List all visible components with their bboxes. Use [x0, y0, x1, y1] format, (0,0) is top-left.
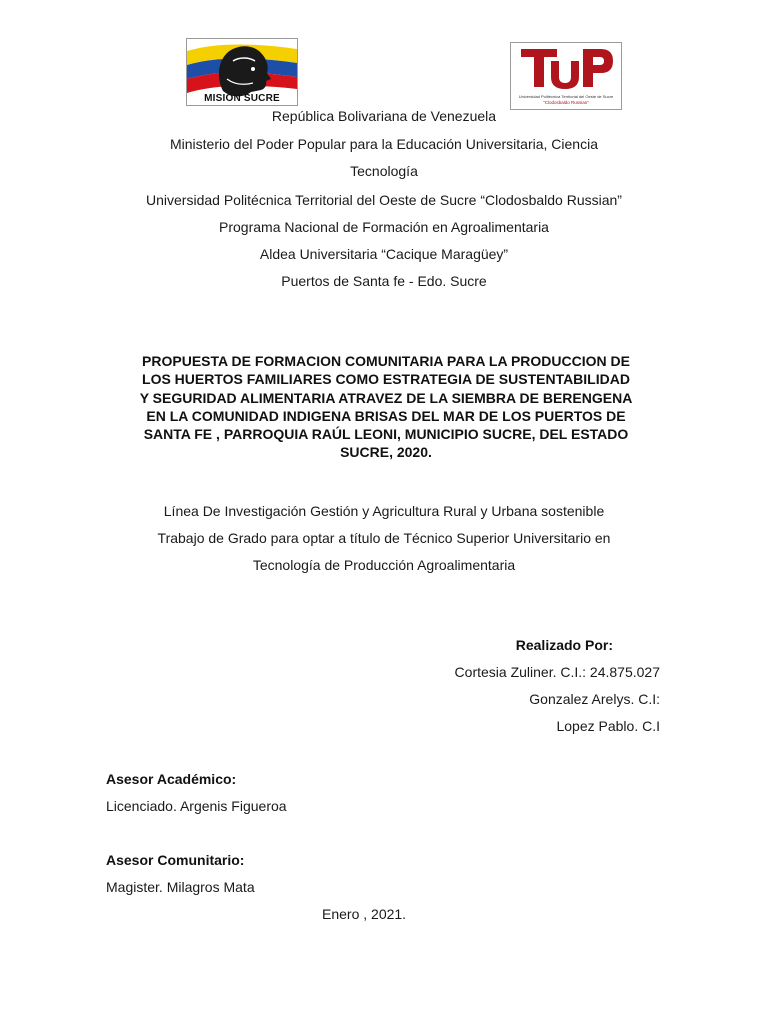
- thesis-title-line: SANTA FE , PARROQUIA RAÚL LEONI, MUNICIPIO SUCRE, DEL ESTADO: [143, 426, 629, 443]
- uptos-caption-1: Universidad Politécnica Territorial del Oeste de Sucre: [518, 94, 614, 99]
- research-line: Línea De Investigación Gestión y Agricultura Rural y Urbana sostenible: [163, 503, 605, 519]
- document-date: Enero , 2021.: [322, 906, 407, 922]
- uptos-caption-2: "Clodosbaldo Russian": [543, 100, 589, 105]
- mision-sucre-logo: [186, 38, 298, 106]
- author-3: Lopez Pablo. C.I: [556, 718, 660, 734]
- degree-purpose-cont: Tecnología de Producción Agroalimentaria: [252, 557, 516, 573]
- degree-purpose: Trabajo de Grado para optar a título de Técnico Superior Universitario en: [157, 530, 611, 546]
- mision-sucre-logo-text: MISION SUCRE: [204, 93, 280, 104]
- header-aldea: Aldea Universitaria “Cacique Maragüey”: [259, 246, 509, 262]
- header-location: Puertos de Santa fe - Edo. Sucre: [281, 273, 487, 289]
- academic-advisor-name: Licenciado. Argenis Figueroa: [106, 798, 287, 814]
- author-2: Gonzalez Arelys. C.I:: [529, 691, 660, 707]
- header-program: Programa Nacional de Formación en Agroalimentaria: [219, 219, 549, 235]
- uptos-logo: [510, 42, 622, 110]
- thesis-title-line: Y SEGURIDAD ALIMENTARIA ATRAVEZ DE LA SIEMBRA DE BERENGENA: [139, 389, 633, 406]
- community-advisor-heading: Asesor Comunitario:: [106, 852, 245, 868]
- uptos-emblem: [511, 43, 621, 93]
- thesis-title: [114, 352, 658, 462]
- thesis-title-line: SUCRE, 2020.: [340, 444, 432, 461]
- thesis-title-line: PROPUESTA DE FORMACION COMUNITARIA PARA LA PRODUCCION DE: [142, 353, 630, 369]
- thesis-title-line: LOS HUERTOS FAMILIARES COMO ESTRATEGIA DE SUSTENTABILIDAD: [142, 371, 630, 388]
- community-advisor-name: Magister. Milagros Mata: [106, 879, 255, 895]
- header-university: Universidad Politécnica Territorial del Oeste de Sucre “Clodosbaldo Russian”: [146, 192, 622, 208]
- authors-heading: Realizado Por:: [515, 637, 613, 653]
- header-ministry: Ministerio del Poder Popular para la Educación Universitaria, Ciencia: [170, 136, 598, 152]
- academic-advisor-heading: Asesor Académico:: [106, 771, 237, 787]
- header-ministry-cont: Tecnología: [350, 163, 418, 179]
- author-1: Cortesia Zuliner. C.I.: 24.875.027: [454, 664, 660, 680]
- header-republic: República Bolivariana de Venezuela: [271, 108, 497, 124]
- thesis-title-line: EN LA COMUNIDAD INDIGENA BRISAS DEL MAR DE LOS PUERTOS DE: [146, 407, 626, 424]
